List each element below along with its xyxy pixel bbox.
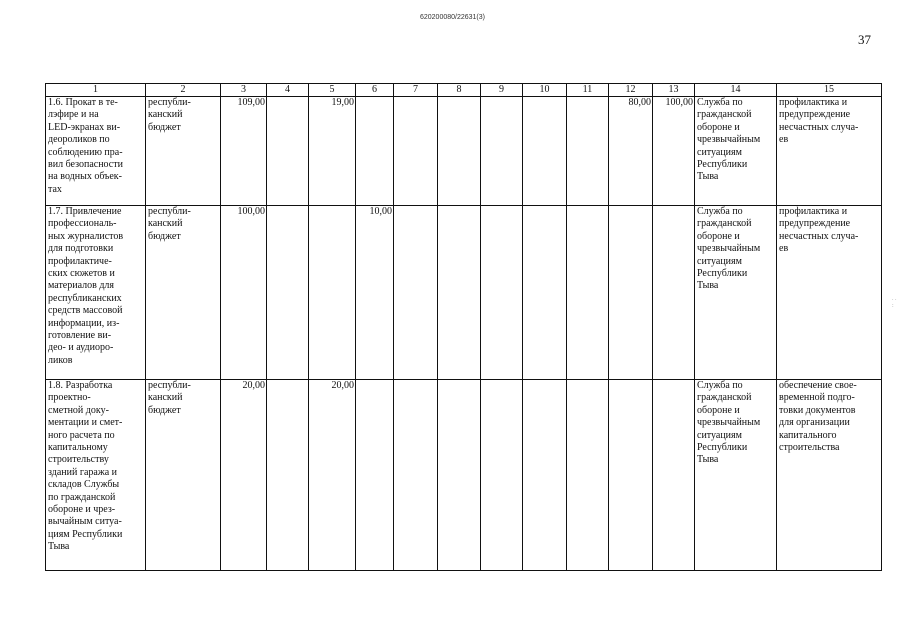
column-header: 7 [394,84,438,97]
funding-source-cell: республи- канский бюджет [146,206,221,380]
column-header: 3 [221,84,267,97]
column-header: 9 [481,84,523,97]
column-header: 8 [438,84,481,97]
value-cell: 80,00 [609,97,653,206]
value-cell [394,206,438,380]
value-cell [438,380,481,571]
value-cell [567,380,609,571]
column-header: 11 [567,84,609,97]
value-cell [267,97,309,206]
value-cell [356,380,394,571]
column-header: 15 [777,84,882,97]
value-cell [653,380,695,571]
value-cell: 100,00 [653,97,695,206]
column-header: 12 [609,84,653,97]
measure-name-cell: 1.6. Прокат в те- лэфире и на LED-экранах ви- деороликов по соблюдению пра- вил безопасности на водных объек- тах [46,97,146,206]
value-cell: 19,00 [309,97,356,206]
measure-name-cell: 1.7. Привлечение профессиональ- ных журналистов для подготовки профилактиче- ских сюжетов и материалов для республиканских средств массовой информации, из- готовление ви- део- и аудиоро- ликов [46,206,146,380]
column-header-row [46,84,882,97]
value-cell [567,206,609,380]
value-cell [609,380,653,571]
value-cell: 100,00 [221,206,267,380]
value-cell [438,97,481,206]
value-cell [523,380,567,571]
column-header: 14 [695,84,777,97]
value-cell [394,380,438,571]
responsible-cell: Служба по гражданской обороне и чрезвычайным ситуациям Республики Тыва [695,97,777,206]
table-row [46,206,882,380]
value-cell [567,97,609,206]
responsible-cell: Служба по гражданской обороне и чрезвычайным ситуациям Республики Тыва [695,206,777,380]
table-row [46,380,882,571]
table-row [46,97,882,206]
column-header: 5 [309,84,356,97]
value-cell [267,380,309,571]
measure-name-cell: 1.8. Разработка проектно- сметной доку- ментации и смет- ного расчета по капитальному строительству зданий гаража и складов Службы по гражданской обороне и чрез- вычайным ситуа- циям Республики Тыва [46,380,146,571]
value-cell: 10,00 [356,206,394,380]
scan-margin-mark: . . : [892,296,897,309]
column-header: 2 [146,84,221,97]
value-cell [309,206,356,380]
value-cell [394,97,438,206]
value-cell [523,206,567,380]
value-cell [523,97,567,206]
value-cell [481,380,523,571]
funding-source-cell: республи- канский бюджет [146,380,221,571]
value-cell [653,206,695,380]
document-id: 620200080/22631(3) [419,14,485,21]
column-header: 6 [356,84,394,97]
value-cell [609,206,653,380]
funding-source-cell: республи- канский бюджет [146,97,221,206]
responsible-cell: Служба по гражданской обороне и чрезвычайным ситуациям Республики Тыва [695,380,777,571]
value-cell: 20,00 [309,380,356,571]
column-header: 4 [267,84,309,97]
result-cell: профилактика и предупреждение несчастных случа- ев [777,97,882,206]
column-header: 10 [523,84,567,97]
value-cell [481,206,523,380]
result-cell: профилактика и предупреждение несчастных случа- ев [777,206,882,380]
value-cell [267,206,309,380]
result-cell: обеспечение свое- временной подго- товки документов для организации капитального строительства [777,380,882,571]
value-cell [438,206,481,380]
column-header: 1 [46,84,146,97]
page-number: 37 [858,32,871,47]
value-cell [356,97,394,206]
value-cell [481,97,523,206]
budget-table [45,83,882,571]
value-cell: 109,00 [221,97,267,206]
column-header: 13 [653,84,695,97]
value-cell: 20,00 [221,380,267,571]
